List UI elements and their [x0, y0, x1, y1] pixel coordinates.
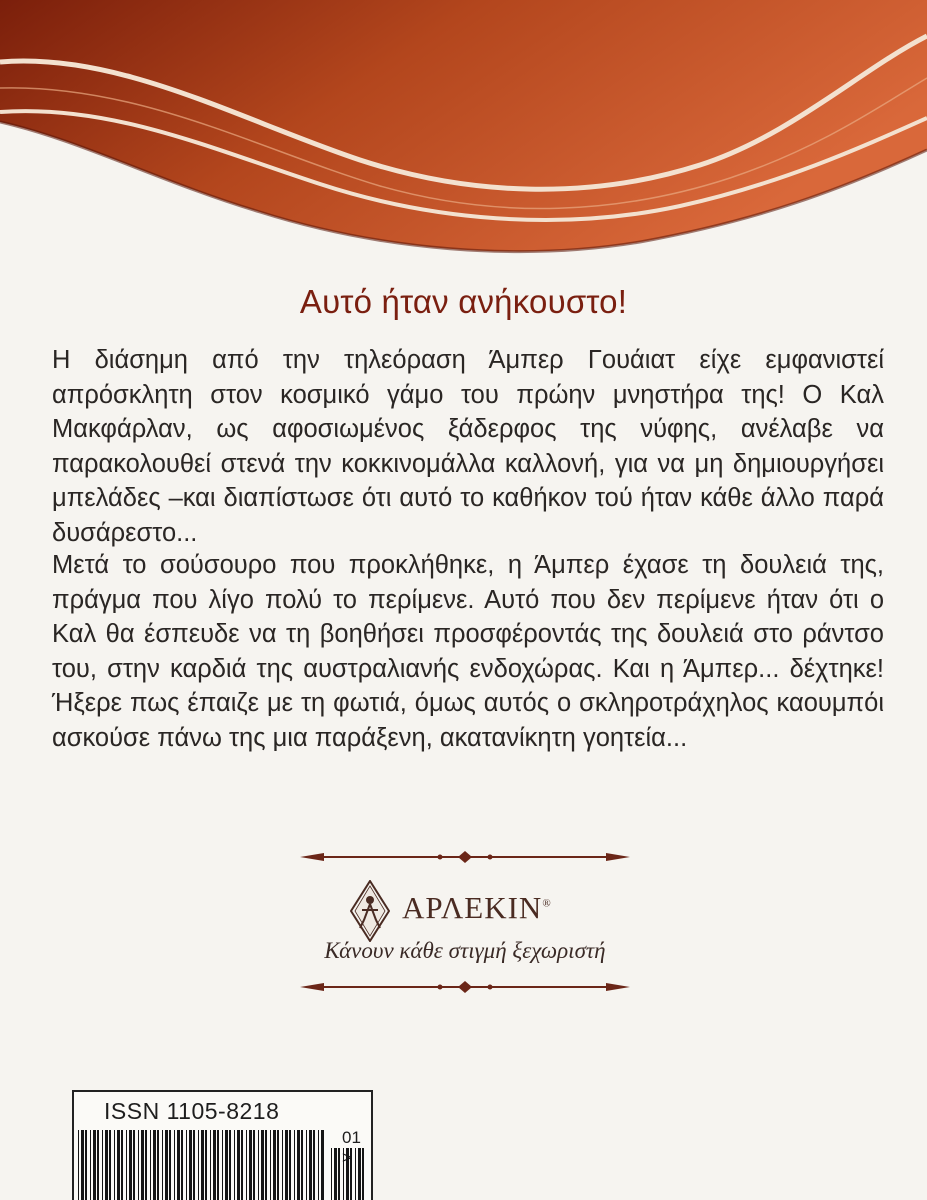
publisher-logo [280, 850, 650, 1000]
publisher-name [402, 890, 552, 926]
registered-mark: ® [542, 897, 552, 910]
barcode-bars [76, 1130, 326, 1200]
headline: Αυτό ήταν ανήκουστο! [299, 283, 628, 320]
decorative-wave-banner [0, 0, 927, 260]
harlequin-diamond-icon [350, 880, 390, 942]
blurb-paragraph-1: Η διάσημη από την τηλεόραση Άμπερ Γουάιατ είχε εμφανιστεί απρόσκλητη στον κοσμικό γάμο του πρώην μνηστήρα της! Ο Καλ Μακφάρλαν, ως αφοσιωμένος ξάδερφος της νύφης, ανέλαβε να παρακολουθεί στενά την κοκκινομάλλα καλλονή, για να μη δημιουργήσει μπελάδες –και διαπίστωσε ότι αυτό το καθήκον τού ήταν κάθε άλλο παρά δυσάρεστο... [52, 346, 884, 547]
issn-label: ISSN 1105-8218 [104, 1098, 280, 1124]
blurb-paragraph-2: Μετά το σούσουρο που προκλήθηκε, η Άμπερ έχασε τη δουλειά της, πράγμα που λίγο πολύ το περίμενε. Αυτό που δεν περίμενε ήταν ότι ο Καλ θα έσπευδε να τη βοηθήσει προσφέροντάς της δουλειά στο ράντσο του, στην καρδιά της αυστραλιανής ενδοχώρας. Και η Άμπερ... δέχτηκε! Ήξερε πως έπαιζε με τη φωτιά, όμως αυτός ο σκληροτράχηλος καουμπόι ασκούσε πάνω της μια παράξενη, ακατανίκητη γοητεία... [52, 551, 884, 752]
ornament-divider-bottom [300, 980, 630, 994]
barcode-addon-bars [329, 1148, 369, 1200]
publisher-tagline: Κάνουν κάθε στιγμή ξεχωριστή [324, 938, 606, 963]
barcode-addon-digits: 01 [342, 1128, 361, 1147]
ornament-divider-top [300, 850, 630, 864]
publisher-name-text: ΑΡΛΕΚΙΝ [402, 890, 543, 925]
barcode-box [72, 1090, 373, 1200]
